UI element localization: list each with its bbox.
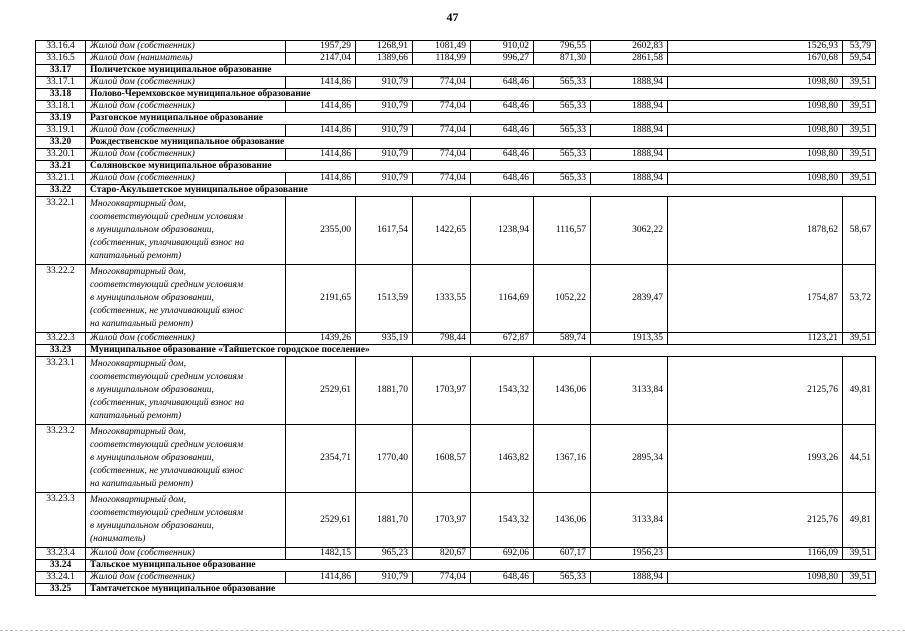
table-row	[36, 425, 876, 493]
value-col-1: 1482,15	[286, 548, 356, 560]
value-col-2: 1389,66	[356, 53, 413, 65]
housing-type-label: Жилой дом (наниматель)	[86, 53, 286, 65]
housing-type-label-line: (собственник, уплачивающий взнос на	[90, 238, 245, 248]
section-row	[36, 345, 876, 357]
value-col-6: 2839,47	[591, 265, 668, 333]
housing-type-label-line: Многоквартирный дом,	[90, 267, 186, 277]
row-code: 33.22.3	[36, 333, 86, 345]
housing-type-label: Жилой дом (собственник)	[86, 173, 286, 185]
value-col-4: 1238,94	[471, 197, 534, 265]
value-col-2: 910,79	[356, 572, 413, 584]
value-col-1: 1414,86	[286, 149, 356, 161]
value-col-8: 44,51	[843, 425, 876, 493]
value-col-3: 1608,57	[413, 425, 471, 493]
housing-type-label-line: соответствующий средним условиям	[90, 508, 244, 518]
housing-type-label-line: на капитальный ремонт)	[90, 319, 194, 329]
value-col-2: 1881,70	[356, 357, 413, 425]
value-col-8: 49,81	[843, 357, 876, 425]
value-col-7: 1166,09	[668, 548, 843, 560]
value-col-5: 565,33	[534, 149, 591, 161]
value-col-7: 2125,76	[668, 493, 843, 548]
value-col-5: 1116,57	[534, 197, 591, 265]
housing-type-label-line: (собственник, уплачивающий взнос на	[90, 398, 245, 408]
value-col-3: 774,04	[413, 173, 471, 185]
value-col-5: 607,17	[534, 548, 591, 560]
value-col-5: 871,30	[534, 53, 591, 65]
value-col-1: 1414,86	[286, 77, 356, 89]
section-row	[36, 65, 876, 77]
row-code: 33.16.5	[36, 53, 86, 65]
housing-type-label-line: капитальный ремонт)	[90, 411, 182, 421]
value-col-4: 648,46	[471, 149, 534, 161]
section-row	[36, 185, 876, 197]
housing-type-label-line: (наниматель)	[90, 534, 146, 544]
value-col-6: 1888,94	[591, 125, 668, 137]
value-col-5: 565,33	[534, 173, 591, 185]
value-col-6: 3133,84	[591, 493, 668, 548]
value-col-3: 1184,99	[413, 53, 471, 65]
housing-type-label	[86, 265, 286, 333]
housing-type-label-line: Многоквартирный дом,	[90, 427, 186, 437]
value-col-7: 1878,62	[668, 197, 843, 265]
section-row	[36, 161, 876, 173]
value-col-4: 672,87	[471, 333, 534, 345]
value-col-8: 39,51	[843, 125, 876, 137]
section-title: Разгонское муниципальное образование	[86, 113, 876, 125]
value-col-4: 648,46	[471, 77, 534, 89]
value-col-4: 648,46	[471, 173, 534, 185]
housing-type-label-line: соответствующий средним условиям	[90, 440, 244, 450]
value-col-3: 1703,97	[413, 357, 471, 425]
value-col-5: 565,33	[534, 101, 591, 113]
housing-type-label-line: в муниципальном образовании,	[90, 385, 214, 395]
housing-type-label: Жилой дом (собственник)	[86, 149, 286, 161]
section-row	[36, 584, 876, 596]
housing-type-label-line: (собственник, не уплачивающий взнос	[90, 466, 244, 476]
value-col-6: 1888,94	[591, 101, 668, 113]
tariff-table	[35, 40, 876, 596]
value-col-7: 2125,76	[668, 357, 843, 425]
table-row	[36, 149, 876, 161]
row-code: 33.24	[36, 560, 86, 572]
value-col-1: 1414,86	[286, 173, 356, 185]
housing-type-label-line: капитальный ремонт)	[90, 251, 182, 261]
housing-type-label	[86, 493, 286, 548]
value-col-3: 774,04	[413, 77, 471, 89]
value-col-2: 1513,59	[356, 265, 413, 333]
housing-type-label-line: в муниципальном образовании,	[90, 453, 214, 463]
value-col-3: 774,04	[413, 101, 471, 113]
value-col-7: 1098,80	[668, 572, 843, 584]
value-col-3: 1422,65	[413, 197, 471, 265]
housing-type-label: Жилой дом (собственник)	[86, 77, 286, 89]
value-col-6: 1956,23	[591, 548, 668, 560]
value-col-5: 1052,22	[534, 265, 591, 333]
value-col-5: 589,74	[534, 333, 591, 345]
value-col-2: 935,19	[356, 333, 413, 345]
value-col-5: 565,33	[534, 77, 591, 89]
housing-type-label	[86, 357, 286, 425]
table-row	[36, 333, 876, 345]
value-col-3: 1081,49	[413, 41, 471, 53]
value-col-1: 2191,65	[286, 265, 356, 333]
value-col-8: 39,51	[843, 173, 876, 185]
section-title: Тальское муниципальное образование	[86, 560, 876, 572]
value-col-6: 1888,94	[591, 149, 668, 161]
page-number: 47	[446, 10, 459, 24]
housing-type-label-line: в муниципальном образовании,	[90, 293, 214, 303]
value-col-6: 1888,94	[591, 77, 668, 89]
row-code: 33.23.4	[36, 548, 86, 560]
value-col-2: 1617,54	[356, 197, 413, 265]
housing-type-label	[86, 425, 286, 493]
row-code: 33.23.3	[36, 493, 86, 548]
value-col-7: 1098,80	[668, 101, 843, 113]
value-col-6: 1888,94	[591, 572, 668, 584]
value-col-7: 1123,21	[668, 333, 843, 345]
section-row	[36, 137, 876, 149]
section-title: Соляновское муниципальное образование	[86, 161, 876, 173]
housing-type-label-line: Многоквартирный дом,	[90, 495, 186, 505]
table-row	[36, 572, 876, 584]
value-col-7: 1098,80	[668, 149, 843, 161]
section-row	[36, 89, 876, 101]
row-code: 33.20.1	[36, 149, 86, 161]
value-col-6: 2895,34	[591, 425, 668, 493]
value-col-6: 2602,83	[591, 41, 668, 53]
value-col-4: 1543,32	[471, 493, 534, 548]
row-code: 33.23.1	[36, 357, 86, 425]
value-col-8: 53,79	[843, 41, 876, 53]
housing-type-label-line: в муниципальном образовании,	[90, 225, 214, 235]
value-col-7: 1993,26	[668, 425, 843, 493]
value-col-7: 1526,93	[668, 41, 843, 53]
row-code: 33.21.1	[36, 173, 86, 185]
row-code: 33.22.1	[36, 197, 86, 265]
value-col-2: 1770,40	[356, 425, 413, 493]
value-col-6: 1913,35	[591, 333, 668, 345]
value-col-8: 39,51	[843, 101, 876, 113]
value-col-3: 1703,97	[413, 493, 471, 548]
row-code: 33.23	[36, 345, 86, 357]
section-title: Старо-Акульшетское муниципальное образование	[86, 185, 876, 197]
value-col-1: 2355,00	[286, 197, 356, 265]
value-col-1: 2354,71	[286, 425, 356, 493]
housing-type-label: Жилой дом (собственник)	[86, 101, 286, 113]
row-code: 33.19.1	[36, 125, 86, 137]
value-col-5: 1436,06	[534, 357, 591, 425]
value-col-4: 1164,69	[471, 265, 534, 333]
section-title: Полово-Черемховское муниципальное образование	[86, 89, 876, 101]
row-code: 33.18	[36, 89, 86, 101]
value-col-7: 1670,68	[668, 53, 843, 65]
housing-type-label: Жилой дом (собственник)	[86, 41, 286, 53]
value-col-3: 820,67	[413, 548, 471, 560]
value-col-2: 910,79	[356, 125, 413, 137]
value-col-7: 1098,80	[668, 173, 843, 185]
value-col-1: 2147,04	[286, 53, 356, 65]
housing-type-label-line: в муниципальном образовании,	[90, 521, 214, 531]
scan-edge-divider	[0, 630, 905, 632]
table-row	[36, 53, 876, 65]
value-col-2: 965,23	[356, 548, 413, 560]
section-row	[36, 560, 876, 572]
value-col-7: 1754,87	[668, 265, 843, 333]
row-code: 33.22	[36, 185, 86, 197]
housing-type-label: Жилой дом (собственник)	[86, 572, 286, 584]
section-title: Тамтачетское муниципальное образование	[86, 584, 876, 596]
value-col-2: 910,79	[356, 173, 413, 185]
value-col-8: 59,54	[843, 53, 876, 65]
housing-type-label: Жилой дом (собственник)	[86, 125, 286, 137]
value-col-1: 2529,61	[286, 493, 356, 548]
row-code: 33.20	[36, 137, 86, 149]
value-col-4: 1463,82	[471, 425, 534, 493]
value-col-3: 774,04	[413, 572, 471, 584]
row-code: 33.22.2	[36, 265, 86, 333]
value-col-1: 1414,86	[286, 572, 356, 584]
table-row	[36, 493, 876, 548]
value-col-6: 3133,84	[591, 357, 668, 425]
value-col-4: 996,27	[471, 53, 534, 65]
table-row	[36, 548, 876, 560]
value-col-8: 39,51	[843, 149, 876, 161]
table-row	[36, 101, 876, 113]
value-col-3: 774,04	[413, 125, 471, 137]
value-col-8: 58,67	[843, 197, 876, 265]
value-col-6: 1888,94	[591, 173, 668, 185]
value-col-8: 53,72	[843, 265, 876, 333]
value-col-1: 1414,86	[286, 125, 356, 137]
housing-type-label-line: Многоквартирный дом,	[90, 359, 186, 369]
value-col-2: 910,79	[356, 101, 413, 113]
value-col-8: 39,51	[843, 572, 876, 584]
housing-type-label: Жилой дом (собственник)	[86, 548, 286, 560]
value-col-2: 910,79	[356, 149, 413, 161]
row-code: 33.23.2	[36, 425, 86, 493]
value-col-4: 910,02	[471, 41, 534, 53]
section-row	[36, 113, 876, 125]
table-row	[36, 125, 876, 137]
housing-type-label-line: (собственник, не уплачивающий взнос	[90, 306, 244, 316]
value-col-6: 3062,22	[591, 197, 668, 265]
value-col-8: 39,51	[843, 333, 876, 345]
value-col-8: 49,81	[843, 493, 876, 548]
value-col-5: 565,33	[534, 125, 591, 137]
housing-type-label-line: соответствующий средним условиям	[90, 280, 244, 290]
value-col-8: 39,51	[843, 77, 876, 89]
value-col-5: 796,55	[534, 41, 591, 53]
value-col-2: 910,79	[356, 77, 413, 89]
value-col-1: 1414,86	[286, 101, 356, 113]
section-title: Рождественское муниципальное образование	[86, 137, 876, 149]
row-code: 33.21	[36, 161, 86, 173]
section-title: Поличетское муниципальное образование	[86, 65, 876, 77]
table-row	[36, 173, 876, 185]
table-row	[36, 41, 876, 53]
table-body	[36, 41, 876, 596]
housing-type-label	[86, 197, 286, 265]
value-col-6: 2861,58	[591, 53, 668, 65]
value-col-1: 1439,26	[286, 333, 356, 345]
row-code: 33.17	[36, 65, 86, 77]
row-code: 33.17.1	[36, 77, 86, 89]
table-row	[36, 197, 876, 265]
value-col-4: 1543,32	[471, 357, 534, 425]
section-title: Муниципальное образование «Тайшетское городское поселение»	[86, 345, 876, 357]
row-code: 33.25	[36, 584, 86, 596]
housing-type-label-line: соответствующий средним условиям	[90, 212, 244, 222]
row-code: 33.19	[36, 113, 86, 125]
value-col-3: 1333,55	[413, 265, 471, 333]
value-col-4: 692,06	[471, 548, 534, 560]
row-code: 33.24.1	[36, 572, 86, 584]
housing-type-label: Жилой дом (собственник)	[86, 333, 286, 345]
table-row	[36, 357, 876, 425]
value-col-7: 1098,80	[668, 125, 843, 137]
housing-type-label-line: соответствующий средним условиям	[90, 372, 244, 382]
value-col-7: 1098,80	[668, 77, 843, 89]
value-col-3: 798,44	[413, 333, 471, 345]
housing-type-label-line: Многоквартирный дом,	[90, 199, 186, 209]
value-col-4: 648,46	[471, 101, 534, 113]
value-col-8: 39,51	[843, 548, 876, 560]
housing-type-label-line: на капитальный ремонт)	[90, 479, 194, 489]
value-col-3: 774,04	[413, 149, 471, 161]
row-code: 33.18.1	[36, 101, 86, 113]
value-col-1: 2529,61	[286, 357, 356, 425]
table-row	[36, 77, 876, 89]
value-col-2: 1881,70	[356, 493, 413, 548]
value-col-1: 1957,29	[286, 41, 356, 53]
value-col-5: 1367,16	[534, 425, 591, 493]
value-col-4: 648,46	[471, 125, 534, 137]
table-row	[36, 265, 876, 333]
value-col-4: 648,46	[471, 572, 534, 584]
value-col-2: 1268,91	[356, 41, 413, 53]
value-col-5: 1436,06	[534, 493, 591, 548]
value-col-5: 565,33	[534, 572, 591, 584]
row-code: 33.16.4	[36, 41, 86, 53]
